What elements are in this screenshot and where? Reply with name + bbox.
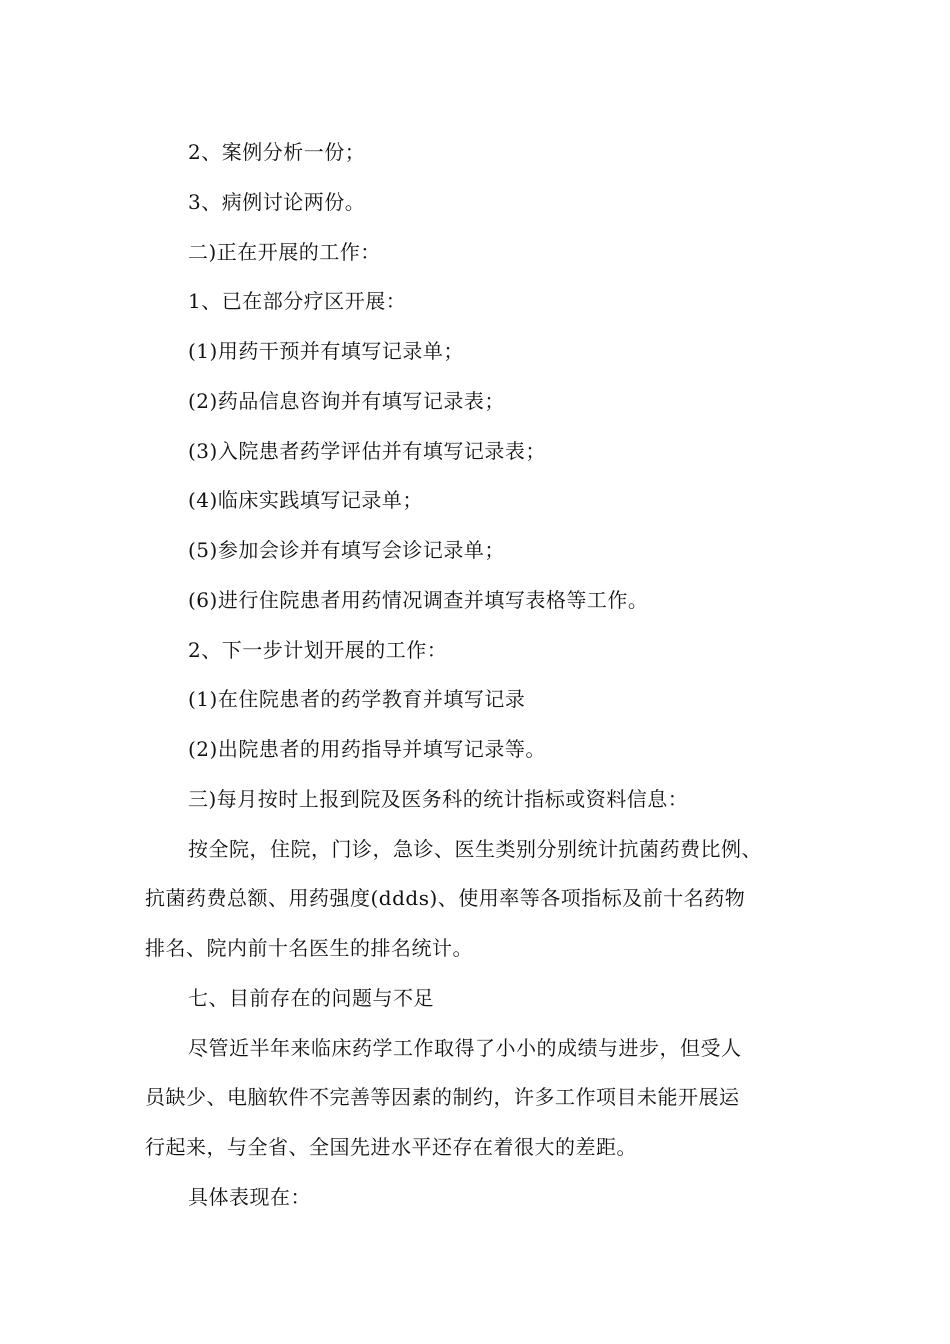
paragraph-line: 按全院，住院，门诊，急诊、医生类别分别统计抗菌药费比例、 <box>188 837 762 861</box>
paragraph-line: 尽管近半年来临床药学工作取得了小小的成绩与进步，但受人 <box>188 1036 742 1060</box>
list-item: (3)入院患者药学评估并有填写记录表； <box>188 439 546 463</box>
list-item: (2)药品信息咨询并有填写记录表； <box>188 389 505 413</box>
text-line: 1、已在部分疗区开展： <box>188 289 407 313</box>
paragraph-line: 抗菌药费总额、用药强度(ddds)、使用率等各项指标及前十名药物 <box>145 886 746 910</box>
section-heading: 二)正在开展的工作： <box>188 240 381 264</box>
section-heading: 七、目前存在的问题与不足 <box>188 986 434 1010</box>
list-item: (1)用药干预并有填写记录单； <box>188 339 464 363</box>
paragraph-line: 具体表现在： <box>188 1185 311 1209</box>
list-item: (2)出院患者的用药指导并填写记录等。 <box>188 737 546 761</box>
text-line: 2、案例分析一份； <box>188 140 366 164</box>
paragraph-line: 员缺少、电脑软件不完善等因素的制约，许多工作项目未能开展运 <box>145 1085 740 1109</box>
paragraph-line: 行起来，与全省、全国先进水平还存在着很大的差距。 <box>145 1135 637 1159</box>
list-item: (1)在住院患者的药学教育并填写记录 <box>188 687 526 711</box>
list-item: (4)临床实践填写记录单； <box>188 488 423 512</box>
section-heading: 三)每月按时上报到院及医务科的统计指标或资料信息： <box>188 787 689 811</box>
text-line: 2、下一步计划开展的工作： <box>188 638 448 662</box>
text-line: 3、病例讨论两份。 <box>188 190 366 214</box>
list-item: (6)进行住院患者用药情况调查并填写表格等工作。 <box>188 588 649 612</box>
paragraph-line: 排名、院内前十名医生的排名统计。 <box>145 936 473 960</box>
list-item: (5)参加会诊并有填写会诊记录单； <box>188 538 505 562</box>
